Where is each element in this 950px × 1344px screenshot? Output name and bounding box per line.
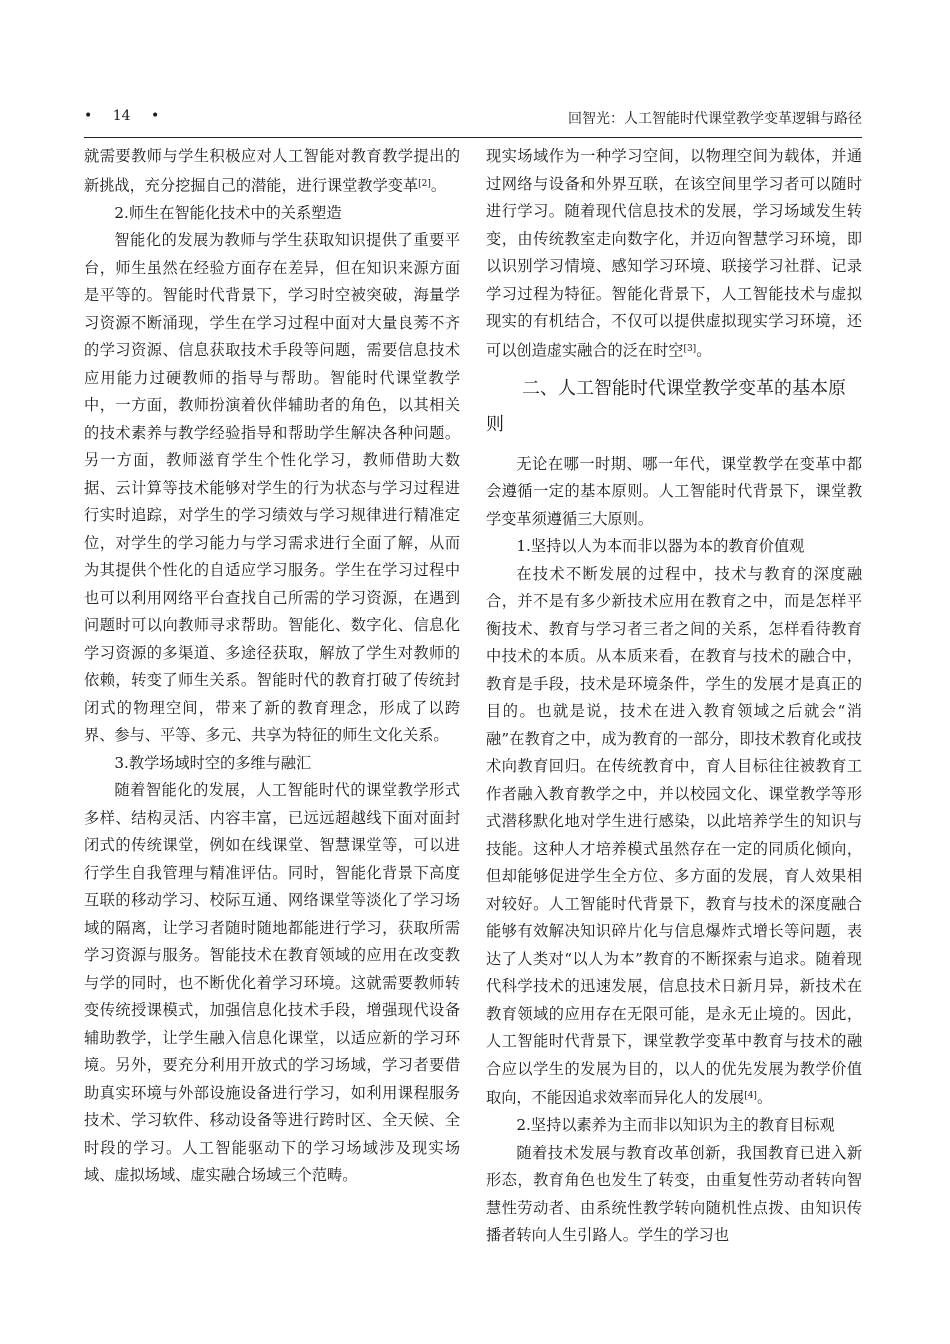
right-column [486, 143, 862, 1250]
header-rule [84, 137, 862, 138]
running-title: 回智光：人工智能时代课堂教学变革逻辑与路径 [568, 111, 862, 127]
paragraph-end: 。 [430, 176, 447, 194]
subheading: 3.教学场域时空的多维与融汇 [114, 753, 312, 772]
citation: [4] [744, 1091, 757, 1101]
paragraph [84, 143, 460, 200]
bullet-right: • [151, 108, 160, 124]
paragraph: 随着技术发展与教育改革创新，我国教育已进入新形态，教育角色也发生了转变，由重复性劳动者转向智慧性劳动者、由系统性教学转向随机性点拨、由知识传播者转向人生引路人。学生的学习也 [486, 1143, 862, 1244]
paragraph [486, 561, 862, 1113]
left-column [84, 143, 460, 1190]
page-number: 14 [112, 108, 131, 124]
subheading: 1.坚持以人为本而非以器为本的教育价值观 [516, 537, 805, 555]
citation: [3] [683, 343, 697, 354]
citation: [2] [418, 178, 431, 189]
subheading: 2.师生在智能化技术中的关系塑造 [114, 203, 342, 222]
paragraph: 无论在哪一时期、哪一年代，课堂教学在变革中都会遵循一定的基本原则。人工智能时代背景下，课堂教学变革须遵循三大原则。 [486, 454, 862, 528]
paragraph-text: 在技术不断发展的过程中，技术与教育的深度融合，并不是有多少新技术应用在教育之中，而是怎样平衡技术、教育与学习者三者之间的关系，怎样看待教育中技术的本质。从本质来看，在教育与技术的融合中，教育是手段，技术是环境条件，学生的发展才是真正的目的。也就是说，技术在进入教育领域之后就会“消融”在教育之中，成为教育的一部分，即技术教育化或技术向教育回归。在传统教育中，育人目标往往被教育工作者融入教育教学之中，并以校园文化、课堂教学等形式潜移默化地对学生进行感染，以此培养学生的知识与技能。这种人才培养模式虽然存在一定的同质化倾向，但却能够促进学生全方位、多方面的发展，育人效果相对较好。人工智能时代背景下，教育与技术的深度融合能够有效解决知识碎片化与信息爆炸式增长等问题，表达了人类对“以人为本”教育的不断探索与追求。随着现代科学技术的迅速发展，信息技术日新月异，新技术在教育领域的应用存在无限可能，是永无止境的。因此，人工智能时代背景下，课堂教学变革中教育与技术的融合应以学生的发展为目的，以人的优先发展为教学价值取向，不能因追求效率而异化人的发展 [486, 564, 862, 1107]
paragraph-text: 现实场域作为一种学习空间，以物理空间为载体，并通过网络与设备和外界互联，在该空间里学习者可以随时进行学习。随着现代信息技术的发展，学习场域发生转变，由传统教室走向数字化，并迈向智慧学习环境，即以识别学习情境、感知学习环境、联接学习社群、记录学习过程为特征。智能化背景下，人工智能技术与虚拟现实的有机结合，不仅可以提供虚拟现实学习环境，还可以创造虚实融合的泛在时空 [486, 147, 862, 359]
subheading: 2.坚持以素养为主而非以知识为主的教育目标观 [516, 1116, 835, 1134]
section-heading: 二、人工智能时代课堂教学变革的基本原则 [486, 377, 846, 435]
paragraph-end: 。 [756, 1088, 773, 1107]
paragraph-end: 。 [696, 341, 712, 359]
paragraph: 随着智能化的发展，人工智能时代的课堂教学形式多样、结构灵活、内容丰富，已远远超越线下面对面封闭式的传统课堂，例如在线课堂、智慧课堂等，可以进行学生自我管理与精准评估。同时，智能化背景下高度互联的移动学习、校际互通、网络课堂等淡化了学习场域的隔离，让学习者随时随地都能进行学习，获取所需学习资源与服务。智能技术在教育领域的应用在改变教与学的同时，也不断优化着学习环境。这就需要教师转变传统授课模式，加强信息化技术手段，增强现代设备辅助教学，让学生融入信息化课堂，以适应新的学习环境。另外，要充分利用开放式的学习场域，学习者要借助真实环境与外部设施设备进行学习，如利用课程服务技术、学习软件、移动设备等进行跨时区、全天候、全时段的学习。人工智能驱动下的学习场域涉及现实场域、虚拟场域、虚实融合场域三个范畴。 [84, 781, 460, 1184]
paragraph-text: 就需要教师与学生积极应对人工智能对教育教学提出的新挑战，充分挖掘自己的潜能，进行课堂教学变革 [84, 147, 460, 194]
page-number-block [84, 108, 159, 124]
bullet-left: • [84, 108, 93, 124]
page-header [84, 108, 862, 130]
paragraph: 智能化的发展为教师与学生获取知识提供了重要平台，师生虽然在经验方面存在差异，但在知识来源方面是平等的。智能时代背景下，学习时空被突破，海量学习资源不断涌现，学生在学习过程中面对大量良莠不齐的学习资源、信息获取技术手段等问题，需要信息技术应用能力过硬教师的指导与帮助。智能时代课堂教学中，一方面，教师扮演着伙伴辅助者的角色，以其相关的技术素养与教学经验指导和帮助学生解决各种问题。另一方面，教师滋育学生个性化学习，教师借助大数据、云计算等技术能够对学生的行为状态与学习过程进行实时追踪，对学生的学习绩效与学习规律进行精准定位，对学生的学习能力与学习需求进行全面了解，从而为其提供个性化的自适应学习服务。学生在学习过程中也可以利用网络平台查找自己所需的学习资源，在遇到问题时可以向教师寻求帮助。智能化、数字化、信息化学习资源的多渠道、多途径获取，解放了学生对教师的依赖，转变了师生关系。智能时代的教育打破了传统封闭式的物理空间，带来了新的教育理念，形成了以跨界、参与、平等、多元、共享为特征的师生文化关系。 [84, 231, 460, 744]
paragraph [486, 143, 862, 365]
